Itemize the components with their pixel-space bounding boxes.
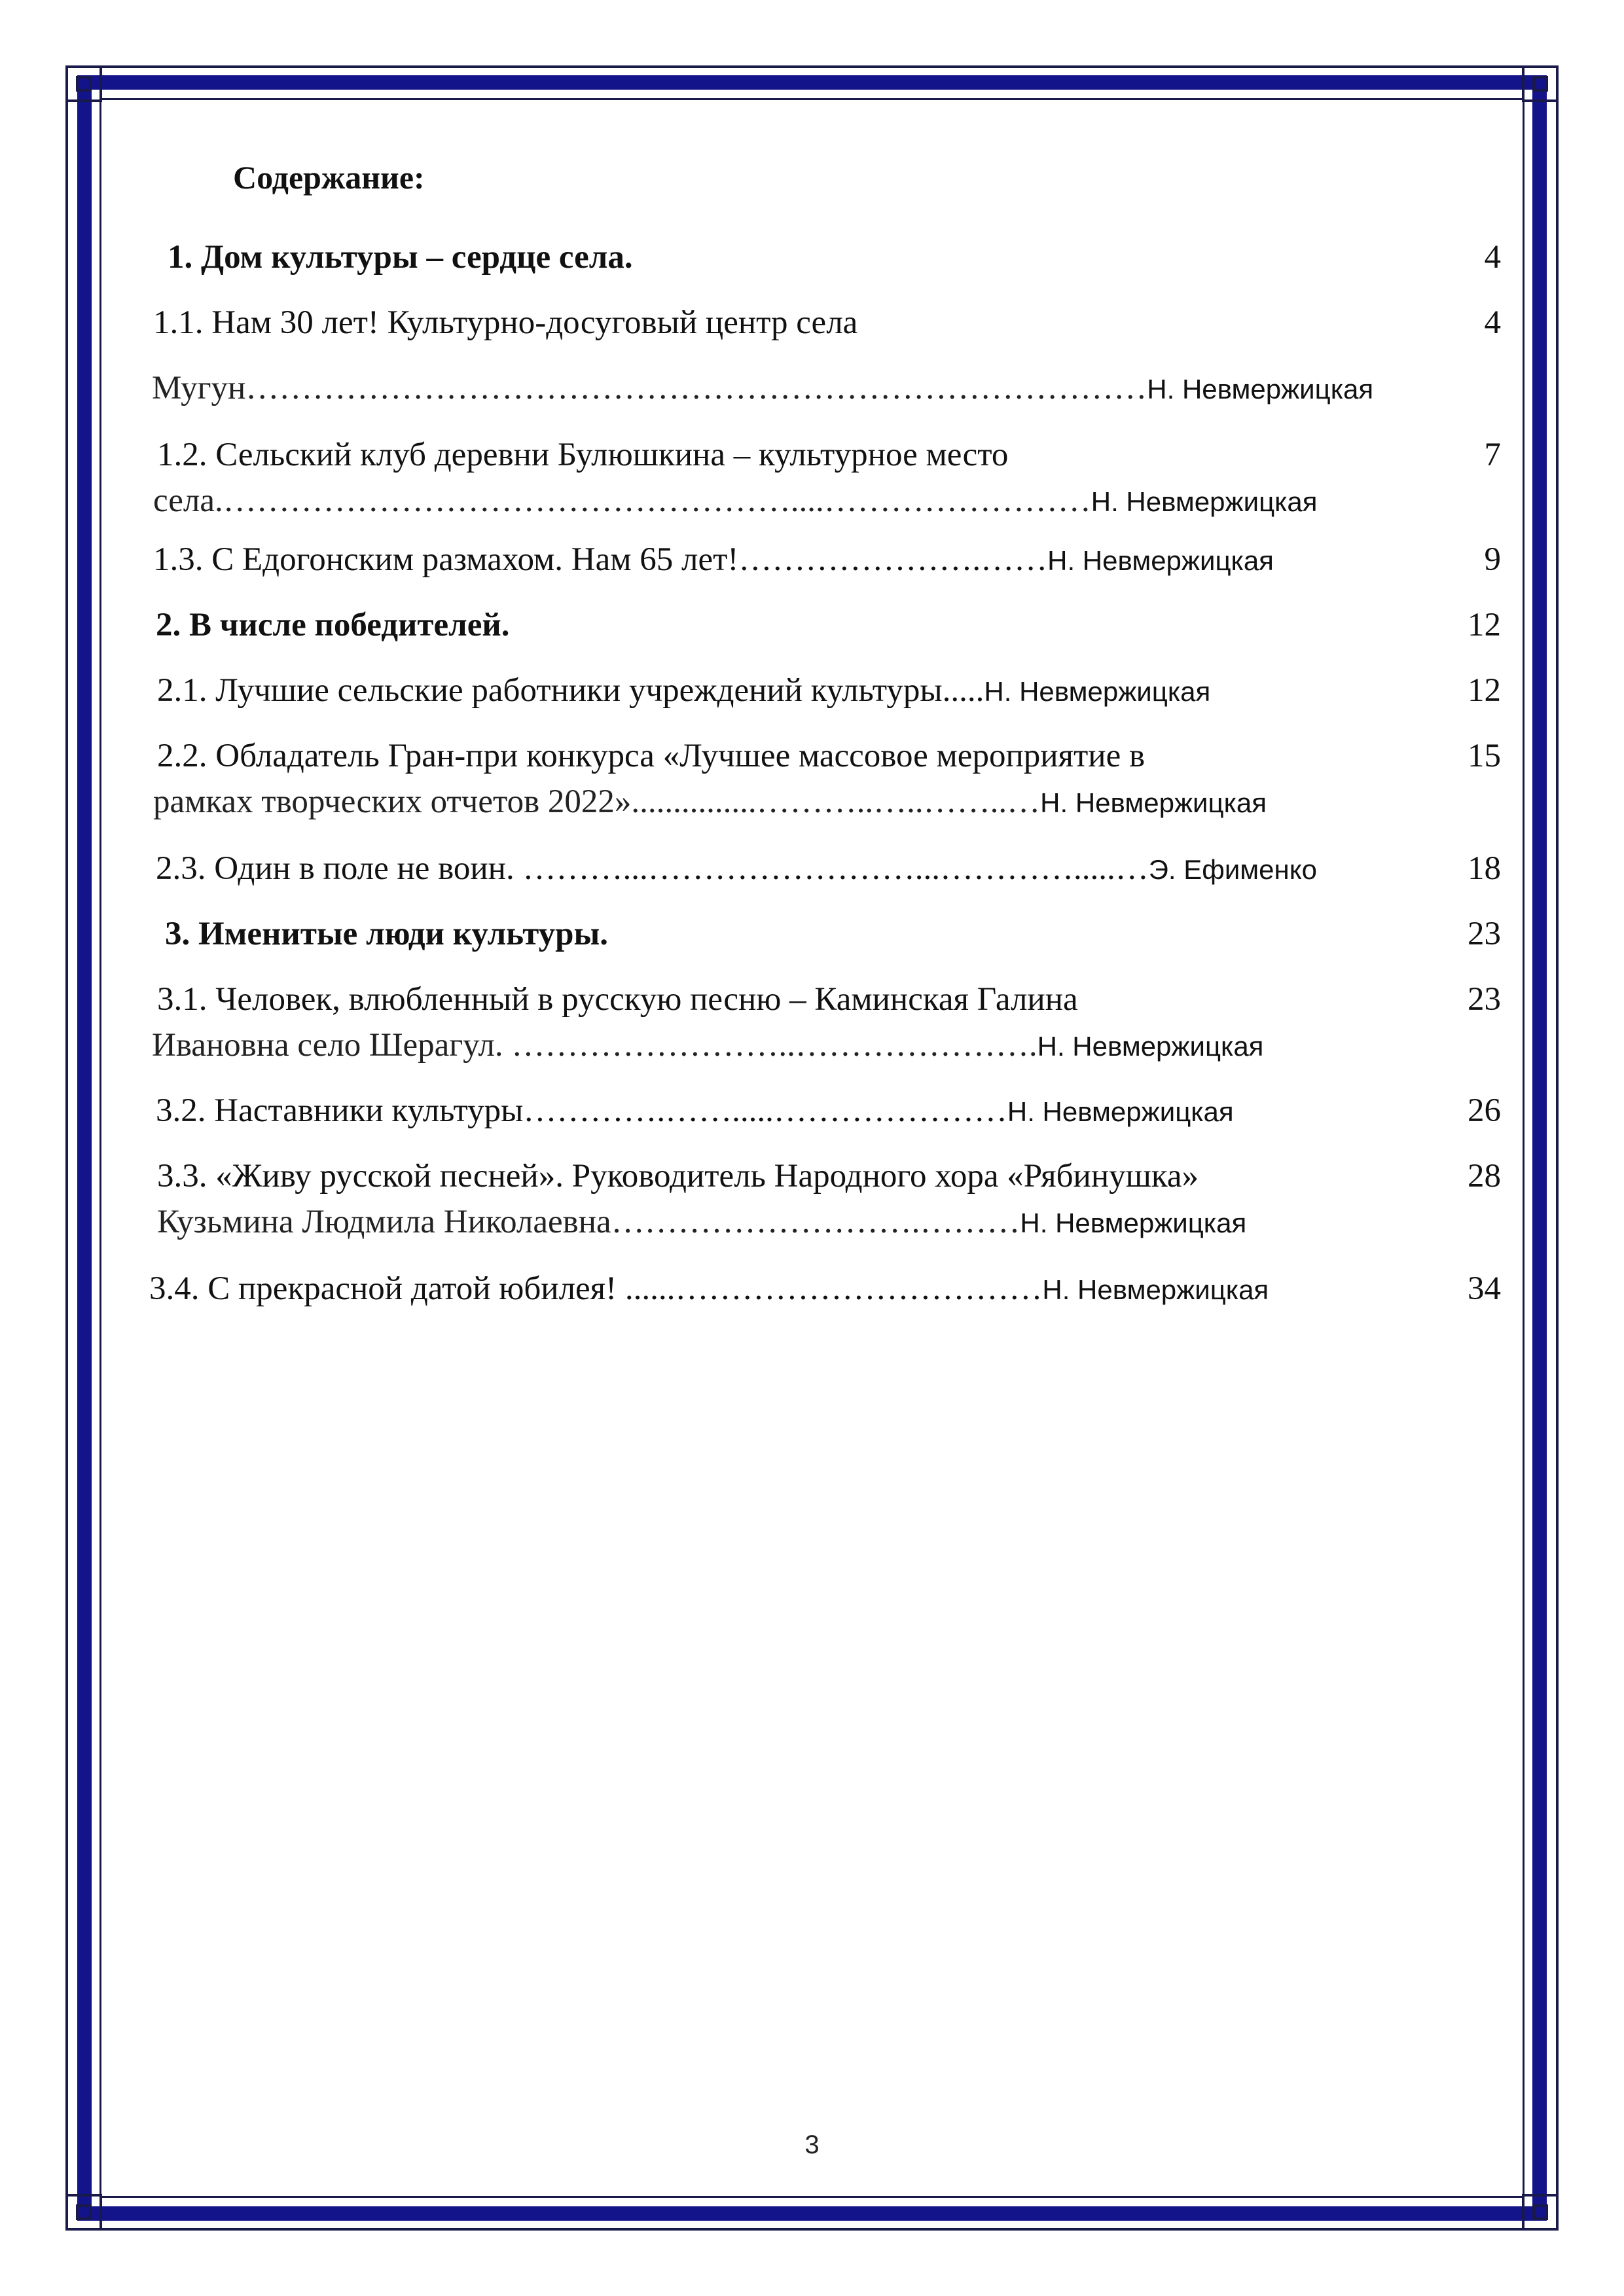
toc-section-3[interactable] — [149, 911, 1501, 957]
page-border-inner — [99, 98, 1525, 2198]
entry-title: 2.2. Обладатель Гран-при конкурса «Лучшее массовое мероприятие в — [157, 738, 1146, 774]
section-title: 3. Именитые люди культуры. — [165, 916, 609, 952]
section-title: 2. В числе победителей. — [156, 607, 510, 643]
entry-title: 2.3. Один в поле не воин. ………...……………………...………….....… — [156, 850, 1149, 887]
toc-entry-1-2[interactable] — [149, 432, 1501, 524]
page-ref: 4 — [1484, 239, 1501, 276]
border-corner-ornament — [65, 65, 102, 102]
page-ref: 4 — [1484, 304, 1501, 341]
entry-title-continued: рамках творческих отчетов 2022»...............………..…..……..… — [153, 783, 1041, 820]
border-corner-ornament — [65, 2194, 102, 2231]
page-ref: 12 — [1468, 607, 1501, 643]
entry-author: Э. Ефименко — [1148, 854, 1317, 885]
toc-entry-1-1[interactable] — [149, 300, 1501, 411]
toc-entry-1-3[interactable] — [149, 537, 1501, 583]
entry-title: 3.1. Человек, влюбленный в русскую песню – Каминская Галина — [157, 981, 1078, 1018]
page-ref: 26 — [1468, 1092, 1501, 1129]
entry-title: 1.1. Нам 30 лет! Культурно-досуговый центр села — [153, 304, 858, 341]
page-number: 3 — [804, 2130, 820, 2159]
page-ref: 34 — [1468, 1270, 1501, 1307]
page-ref: 15 — [1468, 738, 1501, 774]
page-ref: 28 — [1468, 1158, 1501, 1194]
entry-author: Н. Невмержицкая — [1007, 1096, 1234, 1127]
page-ref: 7 — [1484, 437, 1501, 473]
toc-entry-2-3[interactable] — [149, 846, 1501, 891]
entry-title-continued: Мугун……………………………………………………………………… — [152, 370, 1147, 406]
entry-title: 3.4. С прекрасной датой юбилея! ......…………………………… — [149, 1270, 1043, 1307]
toc-title: Содержание: — [233, 159, 425, 196]
section-title: 1. Дом культуры – сердце села. — [168, 239, 633, 276]
toc-entry-3-4[interactable] — [149, 1266, 1501, 1312]
entry-author: Н. Невмержицкая — [1091, 486, 1318, 517]
entry-title-continued: Кузьмина Людмила Николаевна……………………….……… — [157, 1204, 1020, 1240]
toc-section-2[interactable] — [149, 602, 1501, 648]
page-ref: 12 — [1468, 672, 1501, 709]
entry-title: 1.2. Сельский клуб деревни Булюшкина – культурное место — [157, 437, 1009, 473]
entry-title-continued: Ивановна село Шерагул. ……………………..…………………. — [152, 1027, 1038, 1064]
entry-author: Н. Невмержицкая — [1040, 787, 1267, 818]
toc-entry-3-3[interactable] — [149, 1153, 1501, 1245]
border-corner-ornament — [1522, 65, 1559, 102]
border-corner-ornament — [1522, 2194, 1559, 2231]
entry-title: 2.1. Лучшие сельские работники учреждений культуры..... — [157, 672, 984, 709]
entry-title-continued: села.……………………………………………....…………………… — [153, 482, 1091, 519]
toc-section-1[interactable] — [149, 234, 1501, 280]
entry-author: Н. Невмержицкая — [1047, 545, 1274, 576]
toc-entry-3-1[interactable] — [149, 977, 1501, 1068]
entry-author: Н. Невмержицкая — [984, 676, 1211, 707]
toc-entry-3-2[interactable] — [149, 1088, 1501, 1134]
toc-entry-2-2[interactable] — [149, 733, 1501, 825]
entry-title: 1.3. С Едогонским размахом. Нам 65 лет!………………….…… — [153, 541, 1048, 578]
entry-author: Н. Невмержицкая — [1037, 1031, 1264, 1062]
entry-title: 3.3. «Живу русской песней». Руководитель Народного хора «Рябинушка» — [157, 1158, 1199, 1194]
page-ref: 23 — [1468, 916, 1501, 952]
page-ref: 9 — [1484, 541, 1501, 578]
page-ref: 23 — [1468, 981, 1501, 1018]
entry-author: Н. Невмержицкая — [1020, 1208, 1247, 1238]
entry-title: 3.2. Наставники культуры………….…….....………………… — [156, 1092, 1007, 1129]
toc-entry-2-1[interactable] — [149, 668, 1501, 713]
page-ref: 18 — [1468, 850, 1501, 887]
entry-author: Н. Невмержицкая — [1042, 1274, 1269, 1305]
entry-author: Н. Невмержицкая — [1147, 374, 1374, 404]
